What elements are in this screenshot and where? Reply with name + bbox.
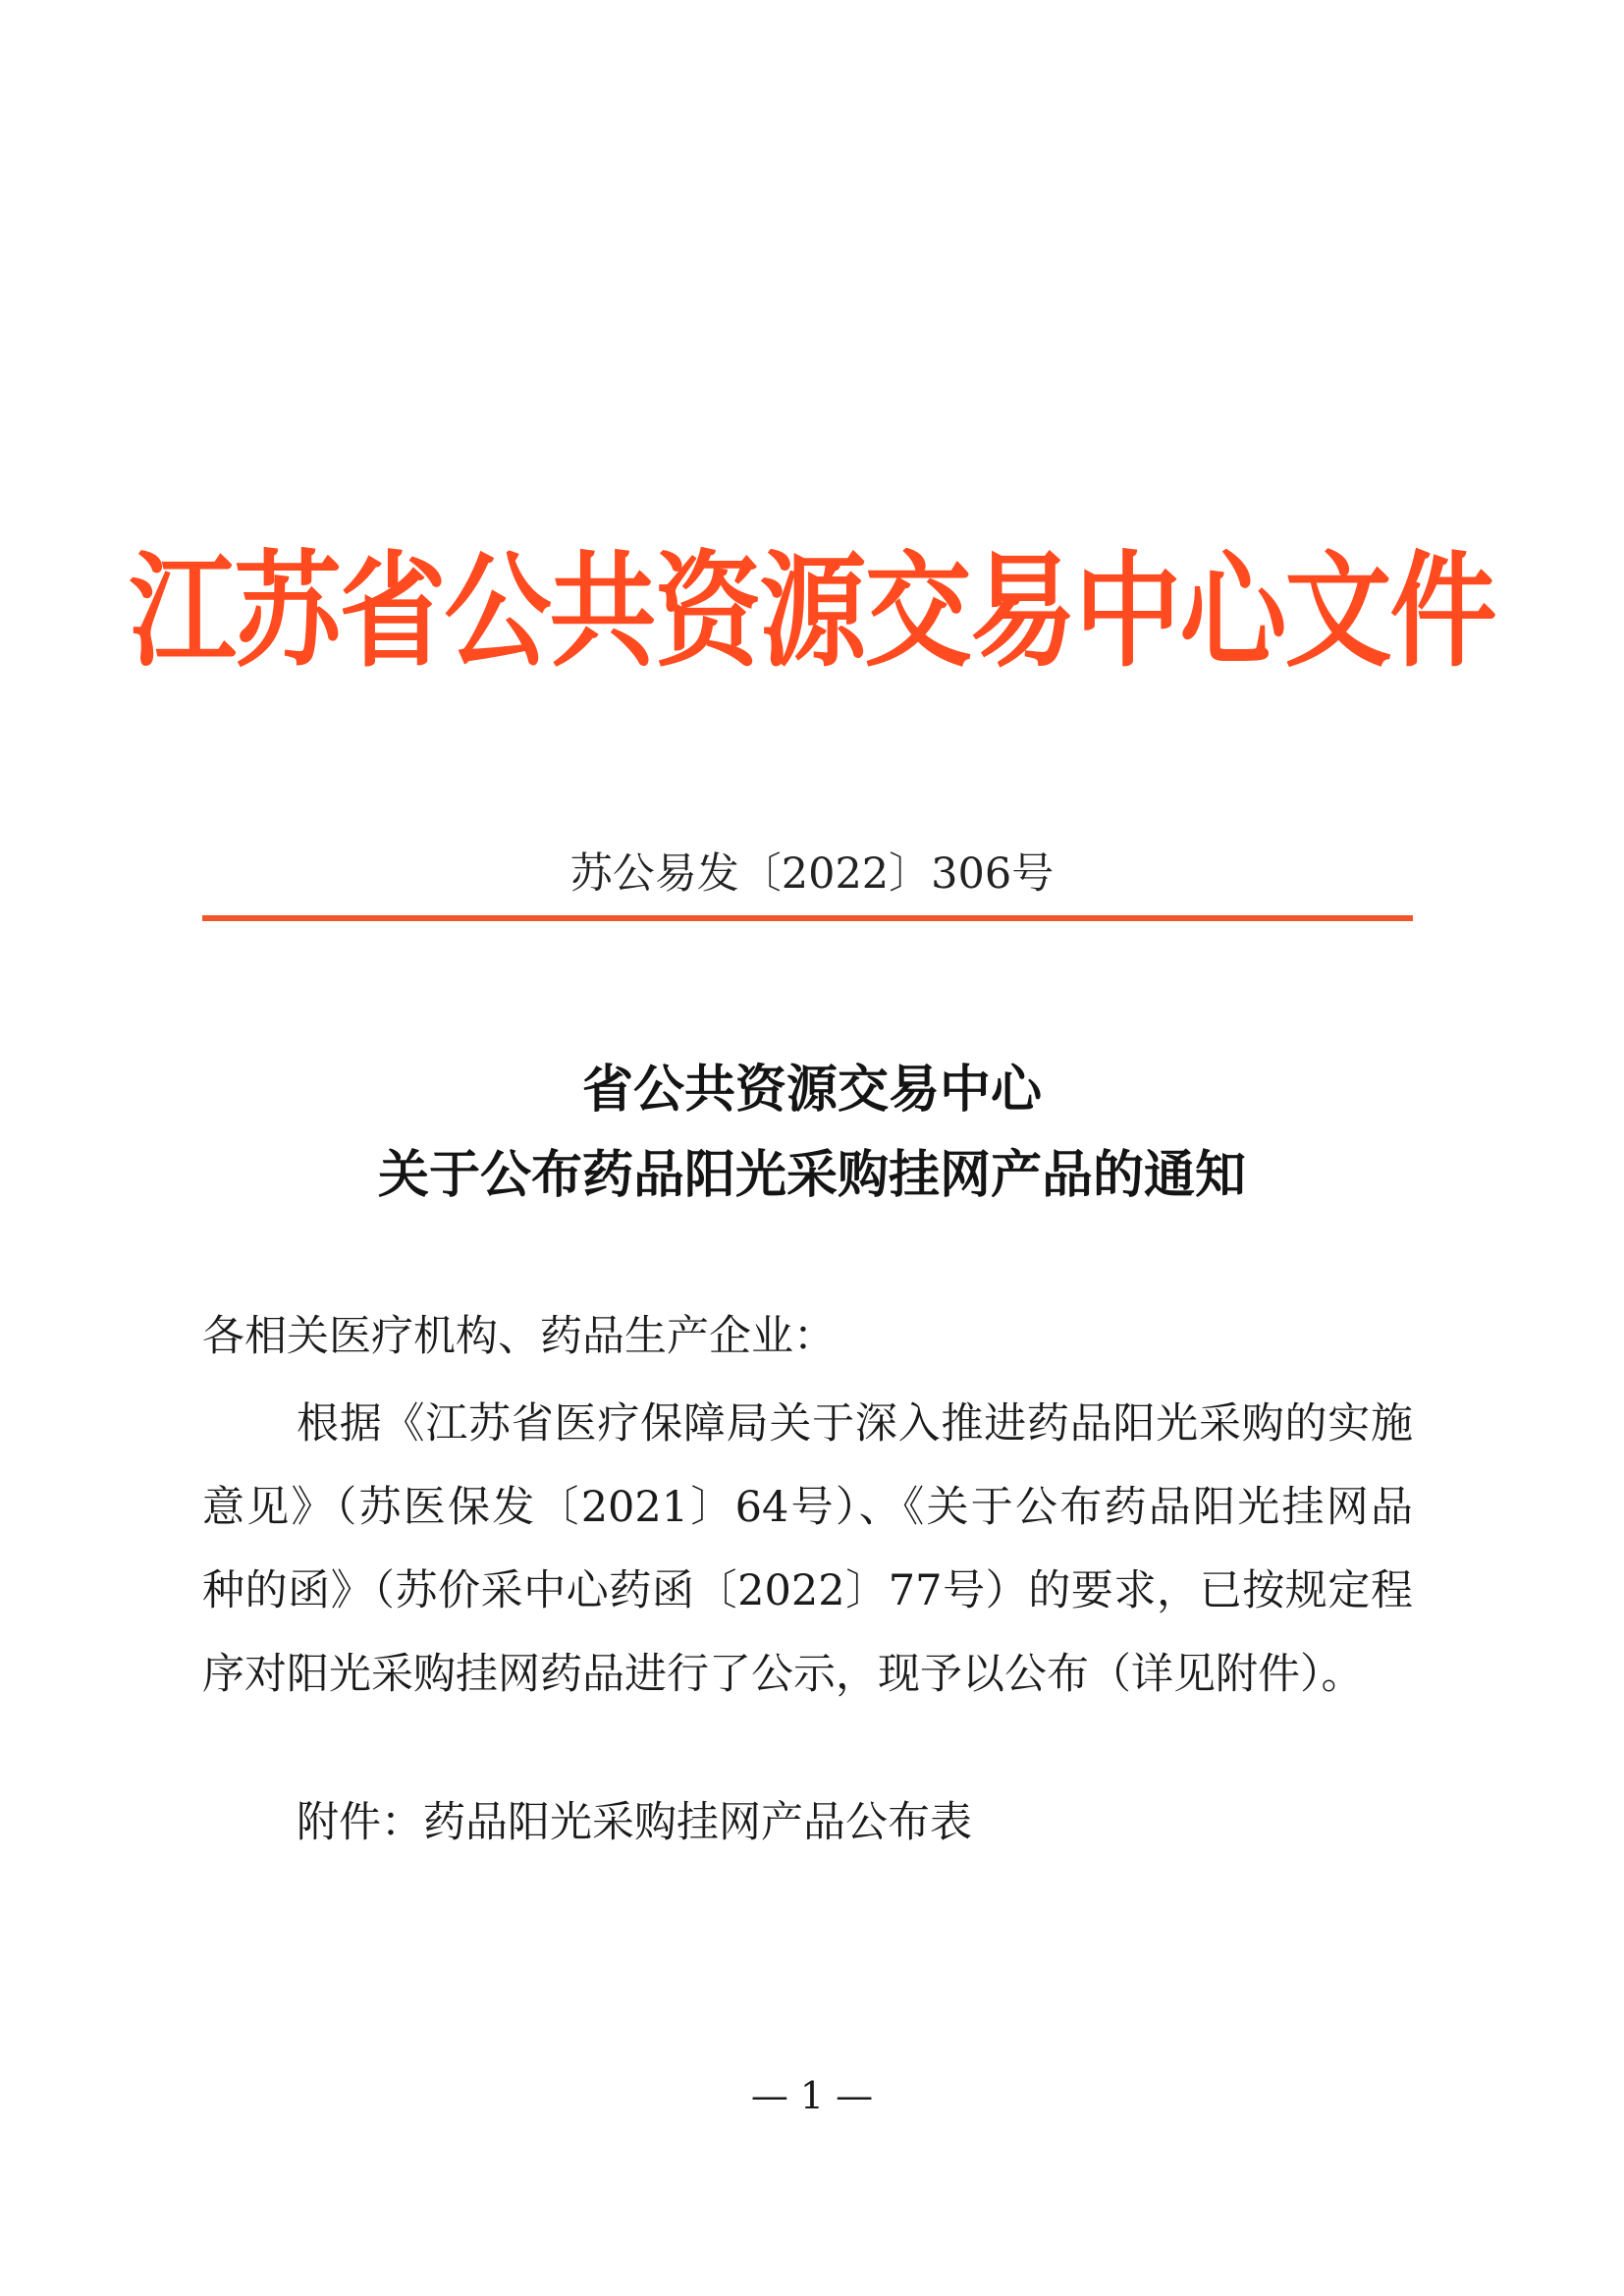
red-separator-rule	[202, 915, 1413, 921]
masthead-title: 江苏省公共资源交易中心文件	[129, 539, 1495, 684]
notice-title-line-2: 关于公布药品阳光采购挂网产品的通知	[377, 1145, 1246, 1205]
paragraph-line: 种的函》（苏价采中心药函〔2022〕77号）的要求，已按规定程	[202, 1566, 1413, 1615]
paragraph-line: 意见》（苏医保发〔2021〕64号）、《关于公布药品阳光挂网品	[202, 1483, 1413, 1532]
document-number: 苏公易发〔2022〕306号	[569, 849, 1055, 899]
page-number: — 1 —	[750, 2074, 874, 2117]
salutation: 各相关医疗机构、药品生产企业：	[202, 1312, 836, 1361]
paragraph-line: 序对阳光采购挂网药品进行了公示，现予以公布（详见附件）。	[202, 1650, 1364, 1699]
notice-title-line-1: 省公共资源交易中心	[581, 1060, 1042, 1120]
attachment-note: 附件：药品阳光采购挂网产品公布表	[297, 1798, 972, 1847]
paragraph-line: 根据《江苏省医疗保障局关于深入推进药品阳光采购的实施	[297, 1399, 1413, 1449]
